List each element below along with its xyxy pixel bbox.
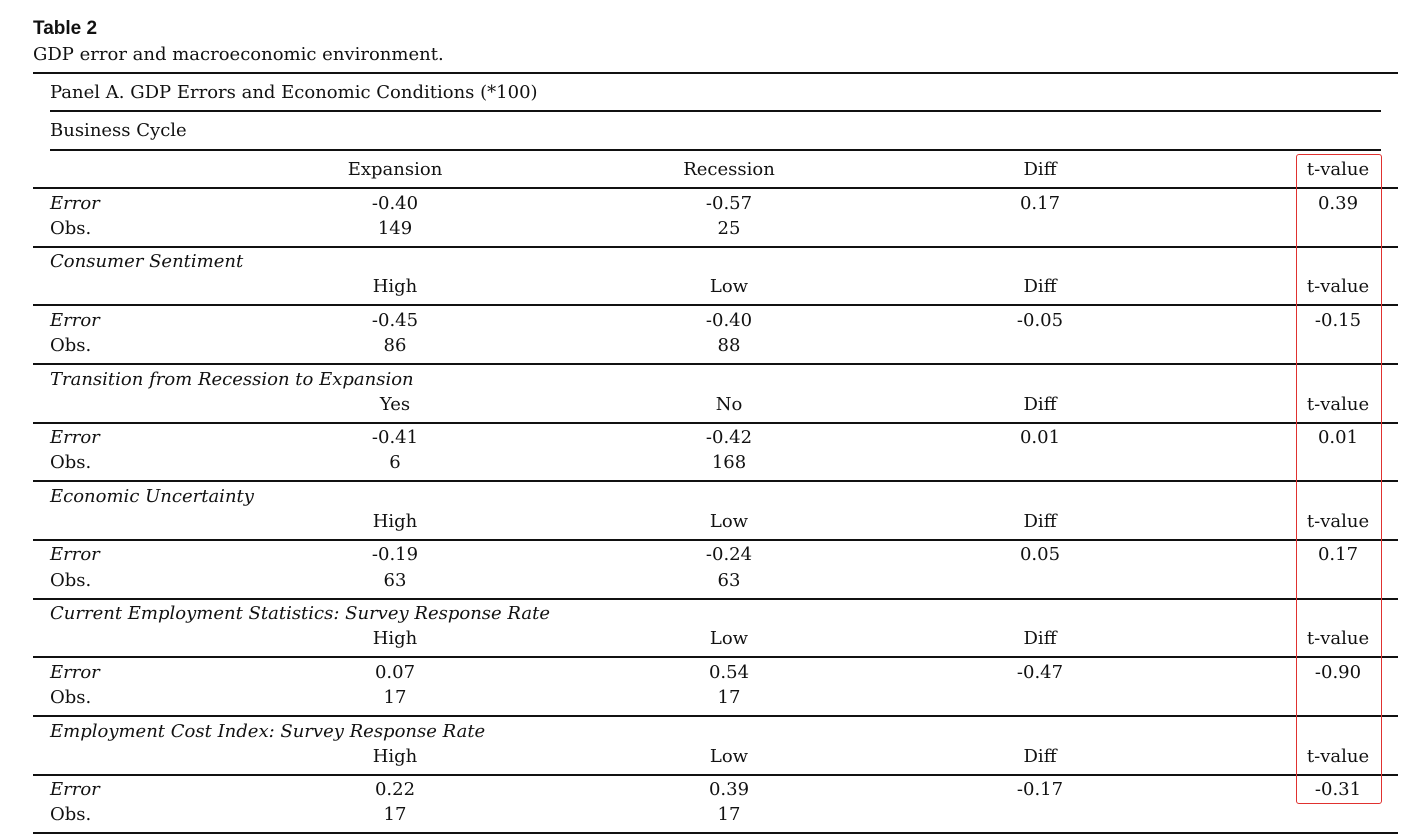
table-cell: -0.15 xyxy=(1314,310,1362,331)
table-cell: -0.05 xyxy=(1016,310,1064,331)
header-rule xyxy=(33,422,1398,424)
table-cell: -0.19 xyxy=(371,544,419,565)
column-header: t-value xyxy=(1306,628,1370,649)
section-rule xyxy=(50,149,1381,151)
column-header: Diff xyxy=(1023,628,1057,649)
column-header: High xyxy=(372,511,418,532)
row-label-error: Error xyxy=(50,779,100,800)
section-title: Consumer Sentiment xyxy=(50,251,244,272)
section-rule xyxy=(33,363,1398,365)
table-cell: -0.41 xyxy=(371,427,419,448)
column-header: Low xyxy=(709,746,749,767)
column-header: Diff xyxy=(1023,746,1057,767)
column-header: t-value xyxy=(1306,394,1370,415)
column-header: No xyxy=(715,394,743,415)
table-cell: 0.39 xyxy=(708,779,750,800)
section-title: Economic Uncertainty xyxy=(50,486,254,507)
table-cell: 0.17 xyxy=(1317,544,1359,565)
header-rule xyxy=(33,187,1398,189)
section-title: Current Employment Statistics: Survey Response Rate xyxy=(50,603,550,624)
header-rule xyxy=(33,656,1398,658)
row-label-error: Error xyxy=(50,662,100,683)
table-title: Table 2 xyxy=(33,18,98,39)
row-label-error: Error xyxy=(50,193,100,214)
table-cell: 0.54 xyxy=(708,662,750,683)
row-label-error: Error xyxy=(50,544,100,565)
column-header: Diff xyxy=(1023,159,1057,180)
row-label-obs: Obs. xyxy=(50,335,92,356)
table-cell: -0.90 xyxy=(1314,662,1362,683)
column-header: Diff xyxy=(1023,394,1057,415)
table-cell: -0.24 xyxy=(705,544,753,565)
table-cell: -0.42 xyxy=(705,427,753,448)
column-header: t-value xyxy=(1306,159,1370,180)
column-header: High xyxy=(372,628,418,649)
column-header: Low xyxy=(709,276,749,297)
table-cell: 88 xyxy=(717,335,741,356)
column-header: High xyxy=(372,276,418,297)
bottom-rule xyxy=(33,832,1398,834)
table-cell: 0.05 xyxy=(1019,544,1061,565)
section-title: Transition from Recession to Expansion xyxy=(50,369,414,390)
column-header: Diff xyxy=(1023,276,1057,297)
row-label-obs: Obs. xyxy=(50,687,92,708)
table-cell: 0.17 xyxy=(1019,193,1061,214)
column-header: t-value xyxy=(1306,276,1370,297)
section-rule xyxy=(33,598,1398,600)
table-cell: -0.17 xyxy=(1016,779,1064,800)
section-rule xyxy=(33,480,1398,482)
column-header: High xyxy=(372,746,418,767)
column-header: Low xyxy=(709,628,749,649)
section-rule xyxy=(33,246,1398,248)
section-rule xyxy=(33,715,1398,717)
table-cell: -0.47 xyxy=(1016,662,1064,683)
row-label-obs: Obs. xyxy=(50,804,92,825)
table-cell: 17 xyxy=(383,687,407,708)
table-cell: 17 xyxy=(717,804,741,825)
column-header: Expansion xyxy=(347,159,443,180)
section-title: Employment Cost Index: Survey Response Rate xyxy=(50,721,486,742)
tvalue-column-highlight xyxy=(1296,154,1382,804)
table-cell: -0.40 xyxy=(705,310,753,331)
table-cell: 86 xyxy=(383,335,407,356)
header-rule xyxy=(33,539,1398,541)
column-header: t-value xyxy=(1306,746,1370,767)
panel-rule xyxy=(50,110,1381,112)
top-rule xyxy=(33,72,1398,74)
header-rule xyxy=(33,304,1398,306)
row-label-error: Error xyxy=(50,427,100,448)
table-cell: 6 xyxy=(389,452,401,473)
table-cell: 17 xyxy=(383,804,407,825)
table-cell: 63 xyxy=(717,570,741,591)
table-cell: 17 xyxy=(717,687,741,708)
section-title: Business Cycle xyxy=(50,120,187,141)
row-label-error: Error xyxy=(50,310,100,331)
row-label-obs: Obs. xyxy=(50,452,92,473)
row-label-obs: Obs. xyxy=(50,218,92,239)
header-rule xyxy=(33,774,1398,776)
table-cell: -0.57 xyxy=(705,193,753,214)
column-header: Recession xyxy=(683,159,775,180)
table-cell: 63 xyxy=(383,570,407,591)
table-cell: -0.45 xyxy=(371,310,419,331)
table-cell: 0.22 xyxy=(374,779,416,800)
table-cell: 0.01 xyxy=(1317,427,1359,448)
table-cell: 25 xyxy=(717,218,741,239)
column-header: t-value xyxy=(1306,511,1370,532)
panel-title: Panel A. GDP Errors and Economic Conditions (*100) xyxy=(50,82,538,103)
table-cell: -0.40 xyxy=(371,193,419,214)
column-header: Yes xyxy=(379,394,411,415)
table-cell: 0.39 xyxy=(1317,193,1359,214)
column-header: Low xyxy=(709,511,749,532)
row-label-obs: Obs. xyxy=(50,570,92,591)
table-cell: 0.01 xyxy=(1019,427,1061,448)
table-cell: 168 xyxy=(711,452,747,473)
table-cell: 149 xyxy=(377,218,413,239)
table-cell: -0.31 xyxy=(1314,779,1362,800)
table-caption: GDP error and macroeconomic environment. xyxy=(33,44,444,65)
table-cell: 0.07 xyxy=(374,662,416,683)
column-header: Diff xyxy=(1023,511,1057,532)
